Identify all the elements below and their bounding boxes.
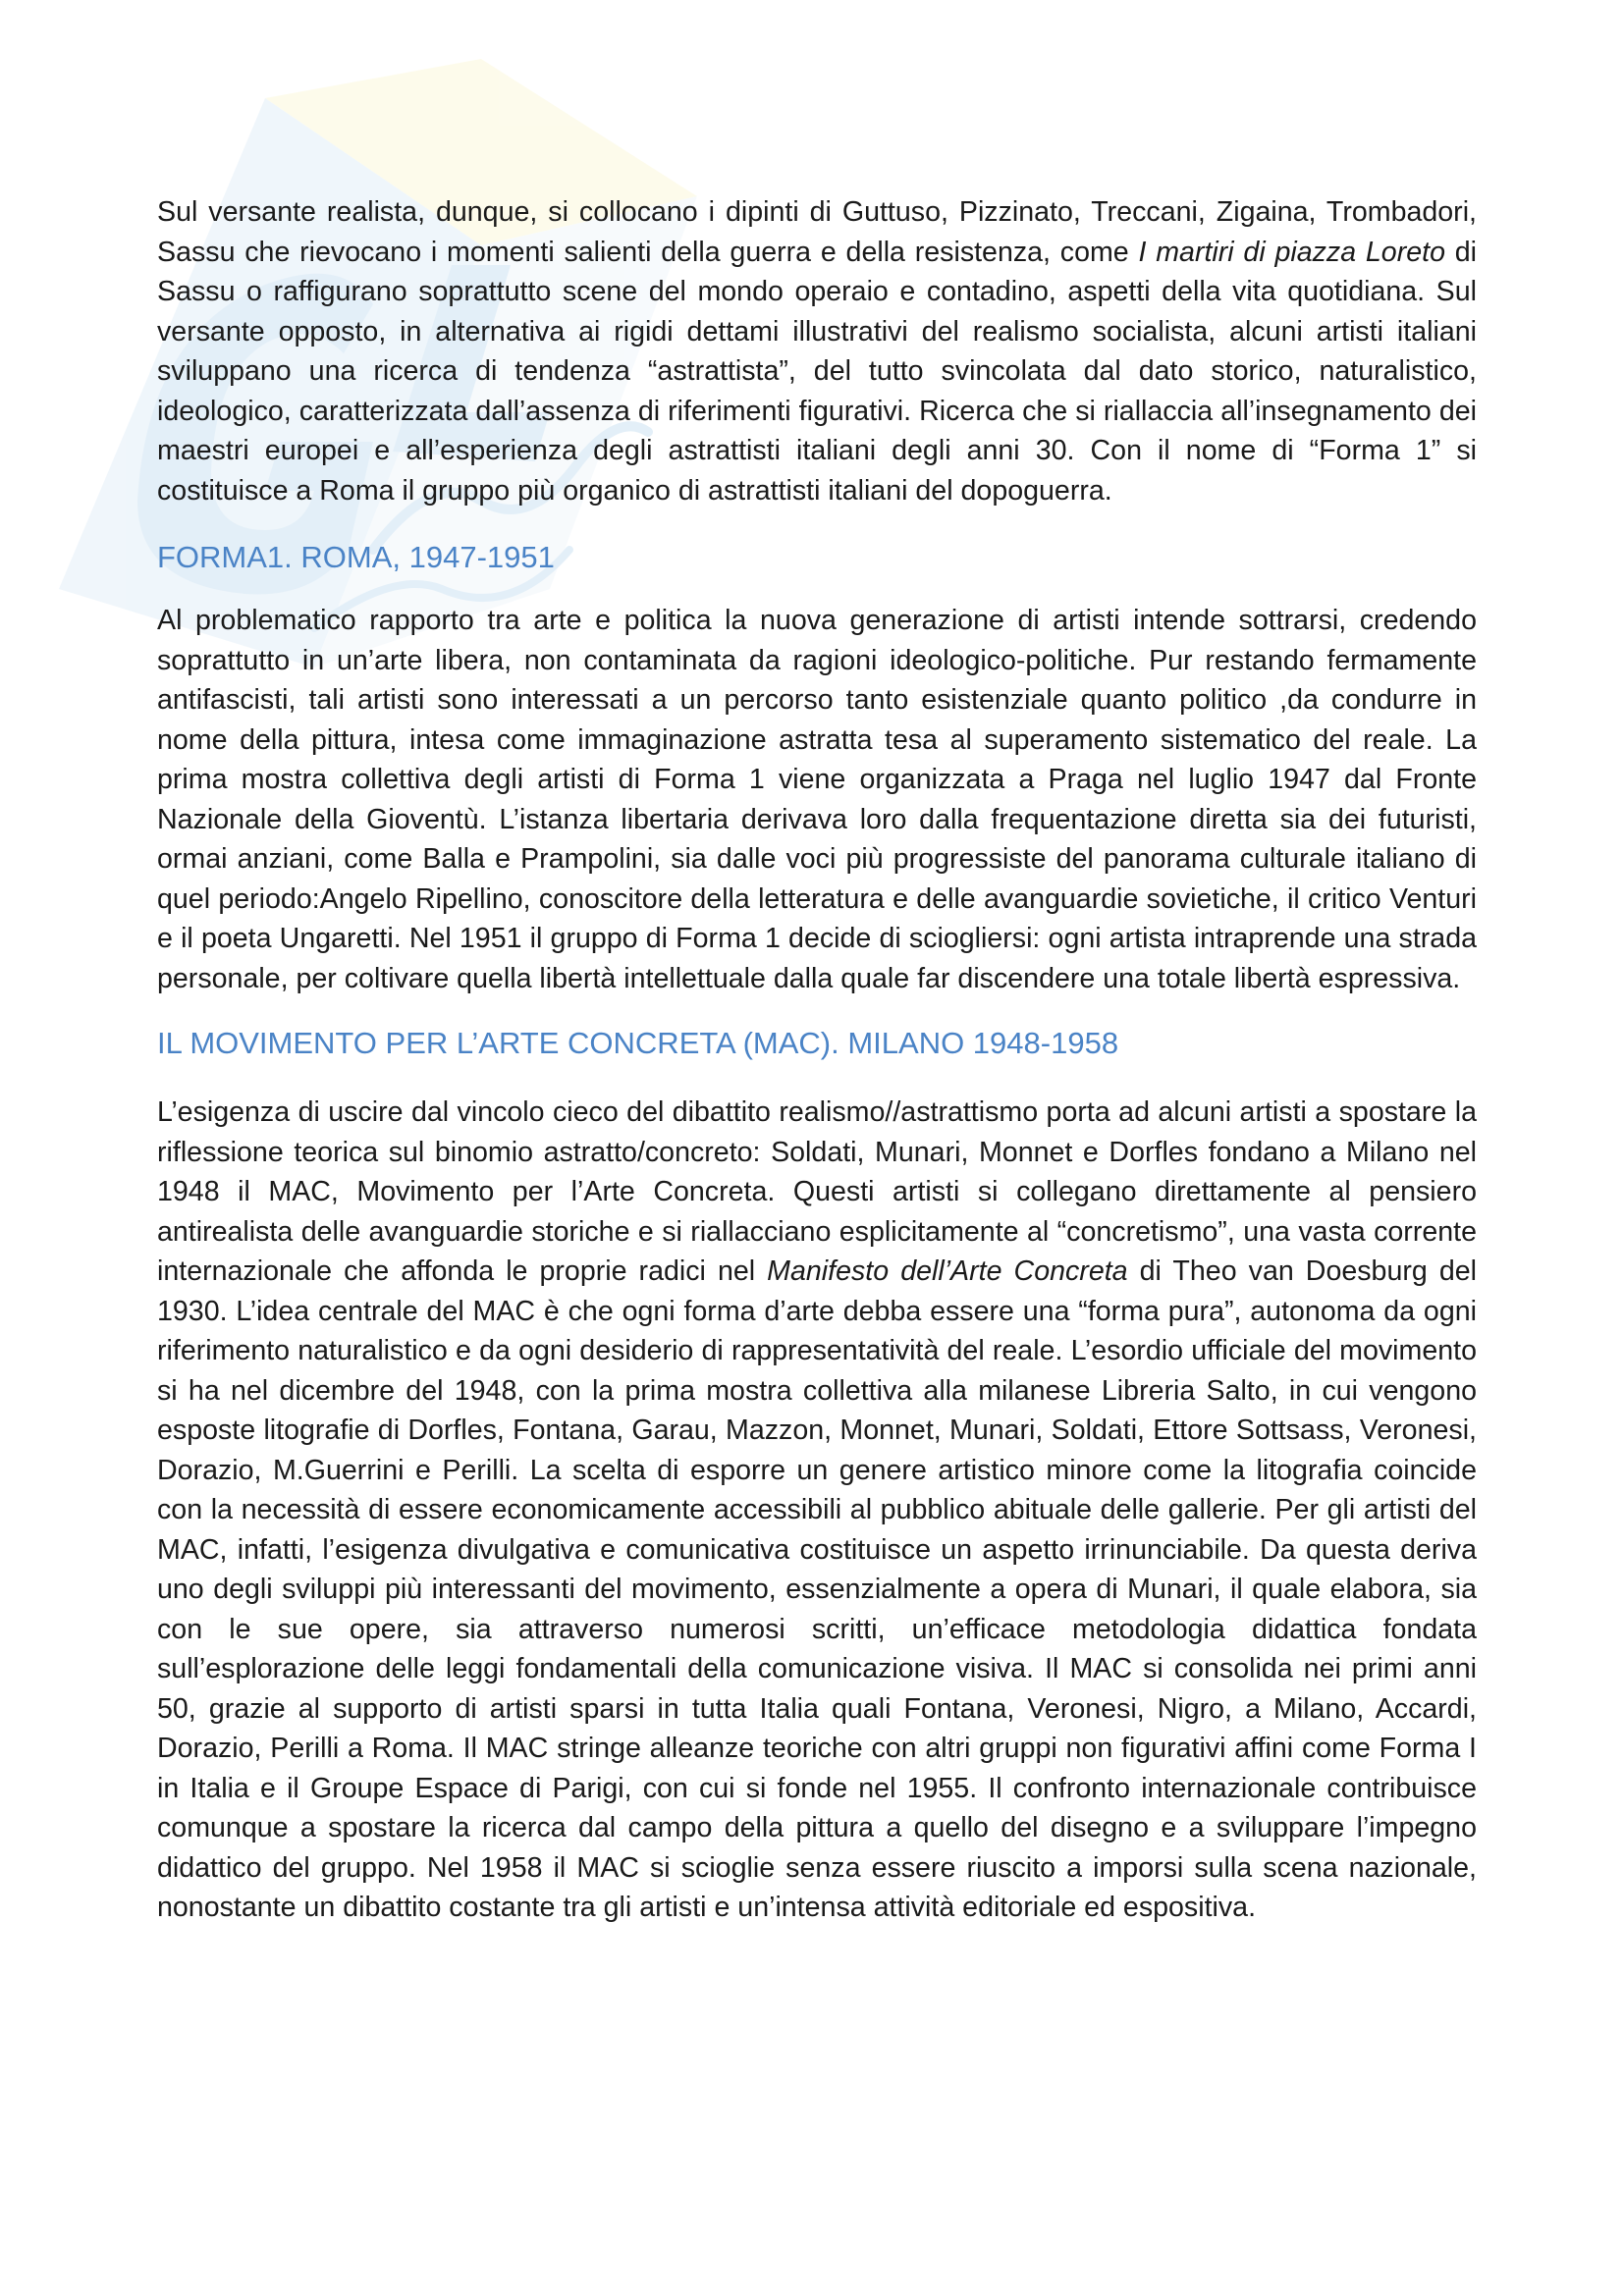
paragraph-realism-intro <box>157 192 1477 510</box>
text-run: di Sassu o raffigurano soprattutto scene del mondo operaio e contadino, aspetti della vita quotidiana. Sul versante opposto, in alternativa ai rigidi dettami illustrativi del realismo socialista, alcuni artisti italiani sviluppano una ricerca di tendenza “astrattista”, del tutto svincolata dal dato storico, naturalistico, ideologico, caratterizzata dall’assenza di riferimenti figurativi. Ricerca che si riallaccia all’insegnamento dei maestri europei e all’esperienza degli astrattisti italiani degli anni 30. Con il nome di “Forma 1” si costituisce a Roma il gruppo più organico di astrattisti italiani del dopoguerra. <box>157 236 1478 507</box>
italic-title-run: Manifesto dell’Arte Concreta <box>767 1255 1128 1287</box>
text-run: Al problematico rapporto tra arte e politica la nuova generazione di artisti intende sottrarsi, credendo soprattutto in un’arte libera, non contaminata da ragioni ideologico-politiche. Pur restando fermamente antifascisti, tali artisti sono interessati a un percorso tanto esistenziale quanto politico ,da condurre in nome della pittura, intesa come immaginazione astratta tesa al superamento sistematico del reale. La prima mostra collettiva degli artisti di Forma 1 viene organizzata a Praga nel luglio 1947 dal Fronte Nazionale della Gioventù. L’istanza libertaria derivava loro dalla frequentazione diretta sia dei futuristi, ormai anziani, come Balla e Prampolini, sia dalle voci più progressiste del panorama culturale italiano di quel periodo:Angelo Ripellino, conoscitore della letteratura e delle avanguardie sovietiche, il critico Venturi e il poeta Ungaretti. Nel 1951 il gruppo di Forma 1 decide di sciogliersi: ogni artista intraprende una strada personale, per coltivare quella libertà intellettuale dalla quale far discendere una totale libertà espressiva. <box>157 605 1477 994</box>
paragraph-mac <box>157 1093 1477 1928</box>
text-run: Sul versante realista, dunque, si collocano i dipinti di Guttuso, Pizzinato, Treccani, Zigaina, Trombadori, Sassu che rievocano i momenti salienti della guerra e della resistenza, come <box>157 196 1477 268</box>
italic-title-run: I martiri di piazza Loreto <box>1138 236 1445 268</box>
document-body <box>157 192 1477 1928</box>
paragraph-forma1 <box>157 601 1477 998</box>
section-heading-mac: IL MOVIMENTO PER L’ARTE CONCRETA (MAC). MILANO 1948-1958 <box>157 1026 1119 1060</box>
section-heading-forma1: FORMA1. ROMA, 1947-1951 <box>157 540 555 574</box>
text-run: L’esigenza di uscire dal vincolo cieco del dibattito realismo//astrattismo porta ad alcuni artisti a spostare la riflessione teorica sul binomio astratto/concreto: Soldati, Munari, Monnet e Dorfles fondano a Milano nel 1948 il MAC, Movimento per l’Arte Concreta. Questi artisti si collegano direttamente al pensiero antirealista delle avanguardie storiche e si riallacciano esplicitamente al “concretismo”, una vasta corrente internazionale che affonda le proprie radici nel <box>157 1096 1477 1287</box>
text-run: di Theo van Doesburg del 1930. L’idea centrale del MAC è che ogni forma d’arte debba essere una “forma pura”, autonoma da ogni riferimento naturalistico e da ogni desiderio di rappresentatività del reale. L’esordio ufficiale del movimento si ha nel dicembre del 1948, con la prima mostra collettiva alla milanese Libreria Salto, in cui vengono esposte litografie di Dorfles, Fontana, Garau, Mazzon, Monnet, Munari, Soldati, Ettore Sottsass, Veronesi, Dorazio, M.Guerrini e Perilli. La scelta di esporre un genere artistico minore come la litografia coincide con la necessità di essere economicamente accessibili al pubblico abituale delle gallerie. Per gli artisti del MAC, infatti, l’esigenza divulgativa e comunicativa costituisce un aspetto irrinunciabile. Da questa deriva uno degli sviluppi più interessanti del movimento, essenzialmente a opera di Munari, il quale elabora, sia con le sue opere, sia attraverso numerosi scritti, un’efficace metodologia didattica fondata sull’esplorazione delle leggi fondamentali della comunicazione visiva. Il MAC si consolida nei primi anni 50, grazie al supporto di artisti sparsi in tutta Italia quali Fontana, Veronesi, Nigro, a Milano, Accardi, Dorazio, Perilli a Roma. Il MAC stringe alleanze teoriche con altri gruppi non figurativi affini come Forma I in Italia e il Groupe Espace di Parigi, con cui si fonde nel 1955. Il confronto internazionale contribuisce comunque a spostare la ricerca dal campo della pittura a quello del disegno e a sviluppare l’impegno didattico del gruppo. Nel 1958 il MAC si scioglie senza essere riuscito a imporsi sulla scena nazionale, nonostante un dibattito costante tra gli artisti e un’intensa attività editoriale ed espositiva. <box>157 1255 1478 1923</box>
